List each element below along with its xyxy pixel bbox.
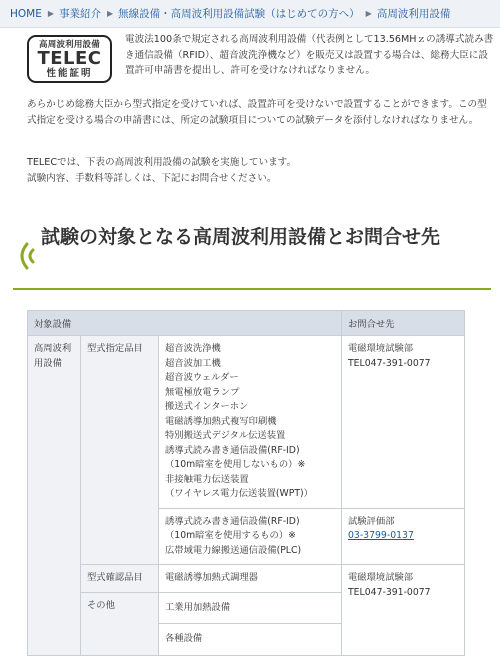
list-item: 広帯域電力線搬送通信設備(PLC) bbox=[165, 544, 302, 556]
table-row bbox=[28, 565, 465, 593]
section-title: 試験の対象となる高周波利用設備とお問合せ先 bbox=[41, 226, 441, 248]
breadcrumb-testing-intro-link[interactable]: 無線設備・高周波利用設備試験（はじめての方へ） bbox=[118, 8, 360, 20]
device-list-e bbox=[159, 624, 342, 656]
telec-testing-line-1: TELECでは、下表の高周波利用設備の試験を実施しています。 bbox=[27, 157, 297, 168]
logo-line-3: 性能証明 bbox=[46, 68, 93, 79]
contact-cell-c bbox=[342, 565, 465, 656]
table-row bbox=[28, 336, 465, 509]
telec-testing-line-2: 試験内容、手数料等詳しくは、下記にお問合せください。 bbox=[27, 172, 277, 184]
list-item: 搬送式インターホン bbox=[165, 401, 249, 412]
section-heading bbox=[13, 224, 491, 290]
list-item: 誘導式読み書き通信設備(RF-ID) bbox=[165, 515, 300, 527]
list-item: 特別搬送式デジタル伝送装置 bbox=[165, 430, 286, 441]
contact-phone: TEL047-391-0077 bbox=[348, 586, 431, 598]
device-list-b bbox=[159, 508, 342, 565]
header-contact: お問合せ先 bbox=[342, 311, 465, 336]
logo-line-2: TELEC bbox=[37, 48, 102, 69]
device-list-d bbox=[159, 592, 342, 624]
breadcrumb-services-link[interactable]: 事業紹介 bbox=[59, 8, 102, 20]
triangle-right-icon: ▶ bbox=[365, 9, 372, 18]
list-item: 各種設備 bbox=[165, 633, 203, 644]
list-item: 無電極放電ランプ bbox=[165, 386, 240, 398]
group-type-designation: 型式指定品目 bbox=[81, 336, 159, 565]
list-item: 超音波洗浄機 bbox=[165, 343, 221, 354]
contact-department: 電磁環境試験部 bbox=[348, 572, 414, 583]
contact-phone: TEL047-391-0077 bbox=[348, 357, 431, 369]
list-item: 電磁誘導加熱式複写印刷機 bbox=[165, 415, 277, 427]
table-header-row bbox=[28, 311, 465, 336]
breadcrumb bbox=[0, 0, 500, 28]
list-item: 非接触電力伝送装置 bbox=[165, 473, 249, 485]
breadcrumb-current: 高周波利用設備 bbox=[376, 8, 451, 20]
list-item: 誘導式読み書き通信設備(RF-ID) bbox=[165, 444, 300, 456]
intro-text: 電波法100条で規定される高周波利用設備（代表例として13.56MHｚの誘導式読み書き通信設備（RFID）、超音波洗浄機など）を販売又は設置する場合は、総務大臣に設置許可申請書を提出し、許可を受けなければなりません。 bbox=[125, 34, 494, 76]
category-cell: 高周波利用設備 bbox=[28, 336, 81, 656]
group-type-confirmation: 型式確認品目 bbox=[81, 565, 159, 593]
contact-phone-link[interactable]: 03-3799-0137 bbox=[348, 530, 414, 541]
list-item: 電磁誘導加熱式調理器 bbox=[165, 572, 258, 583]
logo-line-1: 高周波利用設備 bbox=[39, 40, 100, 50]
device-list-a bbox=[159, 336, 342, 509]
contact-department: 試験評価部 bbox=[348, 515, 395, 527]
list-item: （10m暗室を使用するもの）※ bbox=[165, 530, 296, 541]
list-item: 工業用加熱設備 bbox=[165, 601, 231, 613]
triangle-right-icon: ▶ bbox=[47, 9, 55, 18]
header-device: 対象設備 bbox=[28, 311, 342, 336]
breadcrumb-home-link[interactable]: HOME bbox=[10, 8, 42, 20]
signal-wave-icon bbox=[13, 238, 37, 274]
list-item: 超音波加工機 bbox=[165, 357, 221, 369]
telec-certification-logo bbox=[27, 35, 112, 83]
contact-department: 電磁環境試験部 bbox=[348, 343, 414, 354]
list-item: （ワイヤレス電力伝送装置(WPT)） bbox=[165, 488, 313, 499]
telec-testing-paragraph bbox=[27, 155, 495, 186]
devices-contact-table bbox=[27, 310, 465, 656]
triangle-right-icon: ▶ bbox=[107, 9, 114, 18]
list-item: 超音波ウェルダー bbox=[165, 372, 239, 383]
type-designation-paragraph: あらかじめ総務大臣から型式指定を受けていれば、設置許可を受けないで設置することができます。この型式指定を受ける場合の申請書には、所定の試験項目についての試験データを添付しなければなりません。 bbox=[27, 99, 487, 126]
device-list-c bbox=[159, 565, 342, 593]
group-other: その他 bbox=[81, 592, 159, 655]
contact-cell-a bbox=[342, 336, 465, 509]
list-item: （10m暗室を使用しないもの）※ bbox=[165, 459, 306, 470]
contact-cell-b bbox=[342, 508, 465, 565]
